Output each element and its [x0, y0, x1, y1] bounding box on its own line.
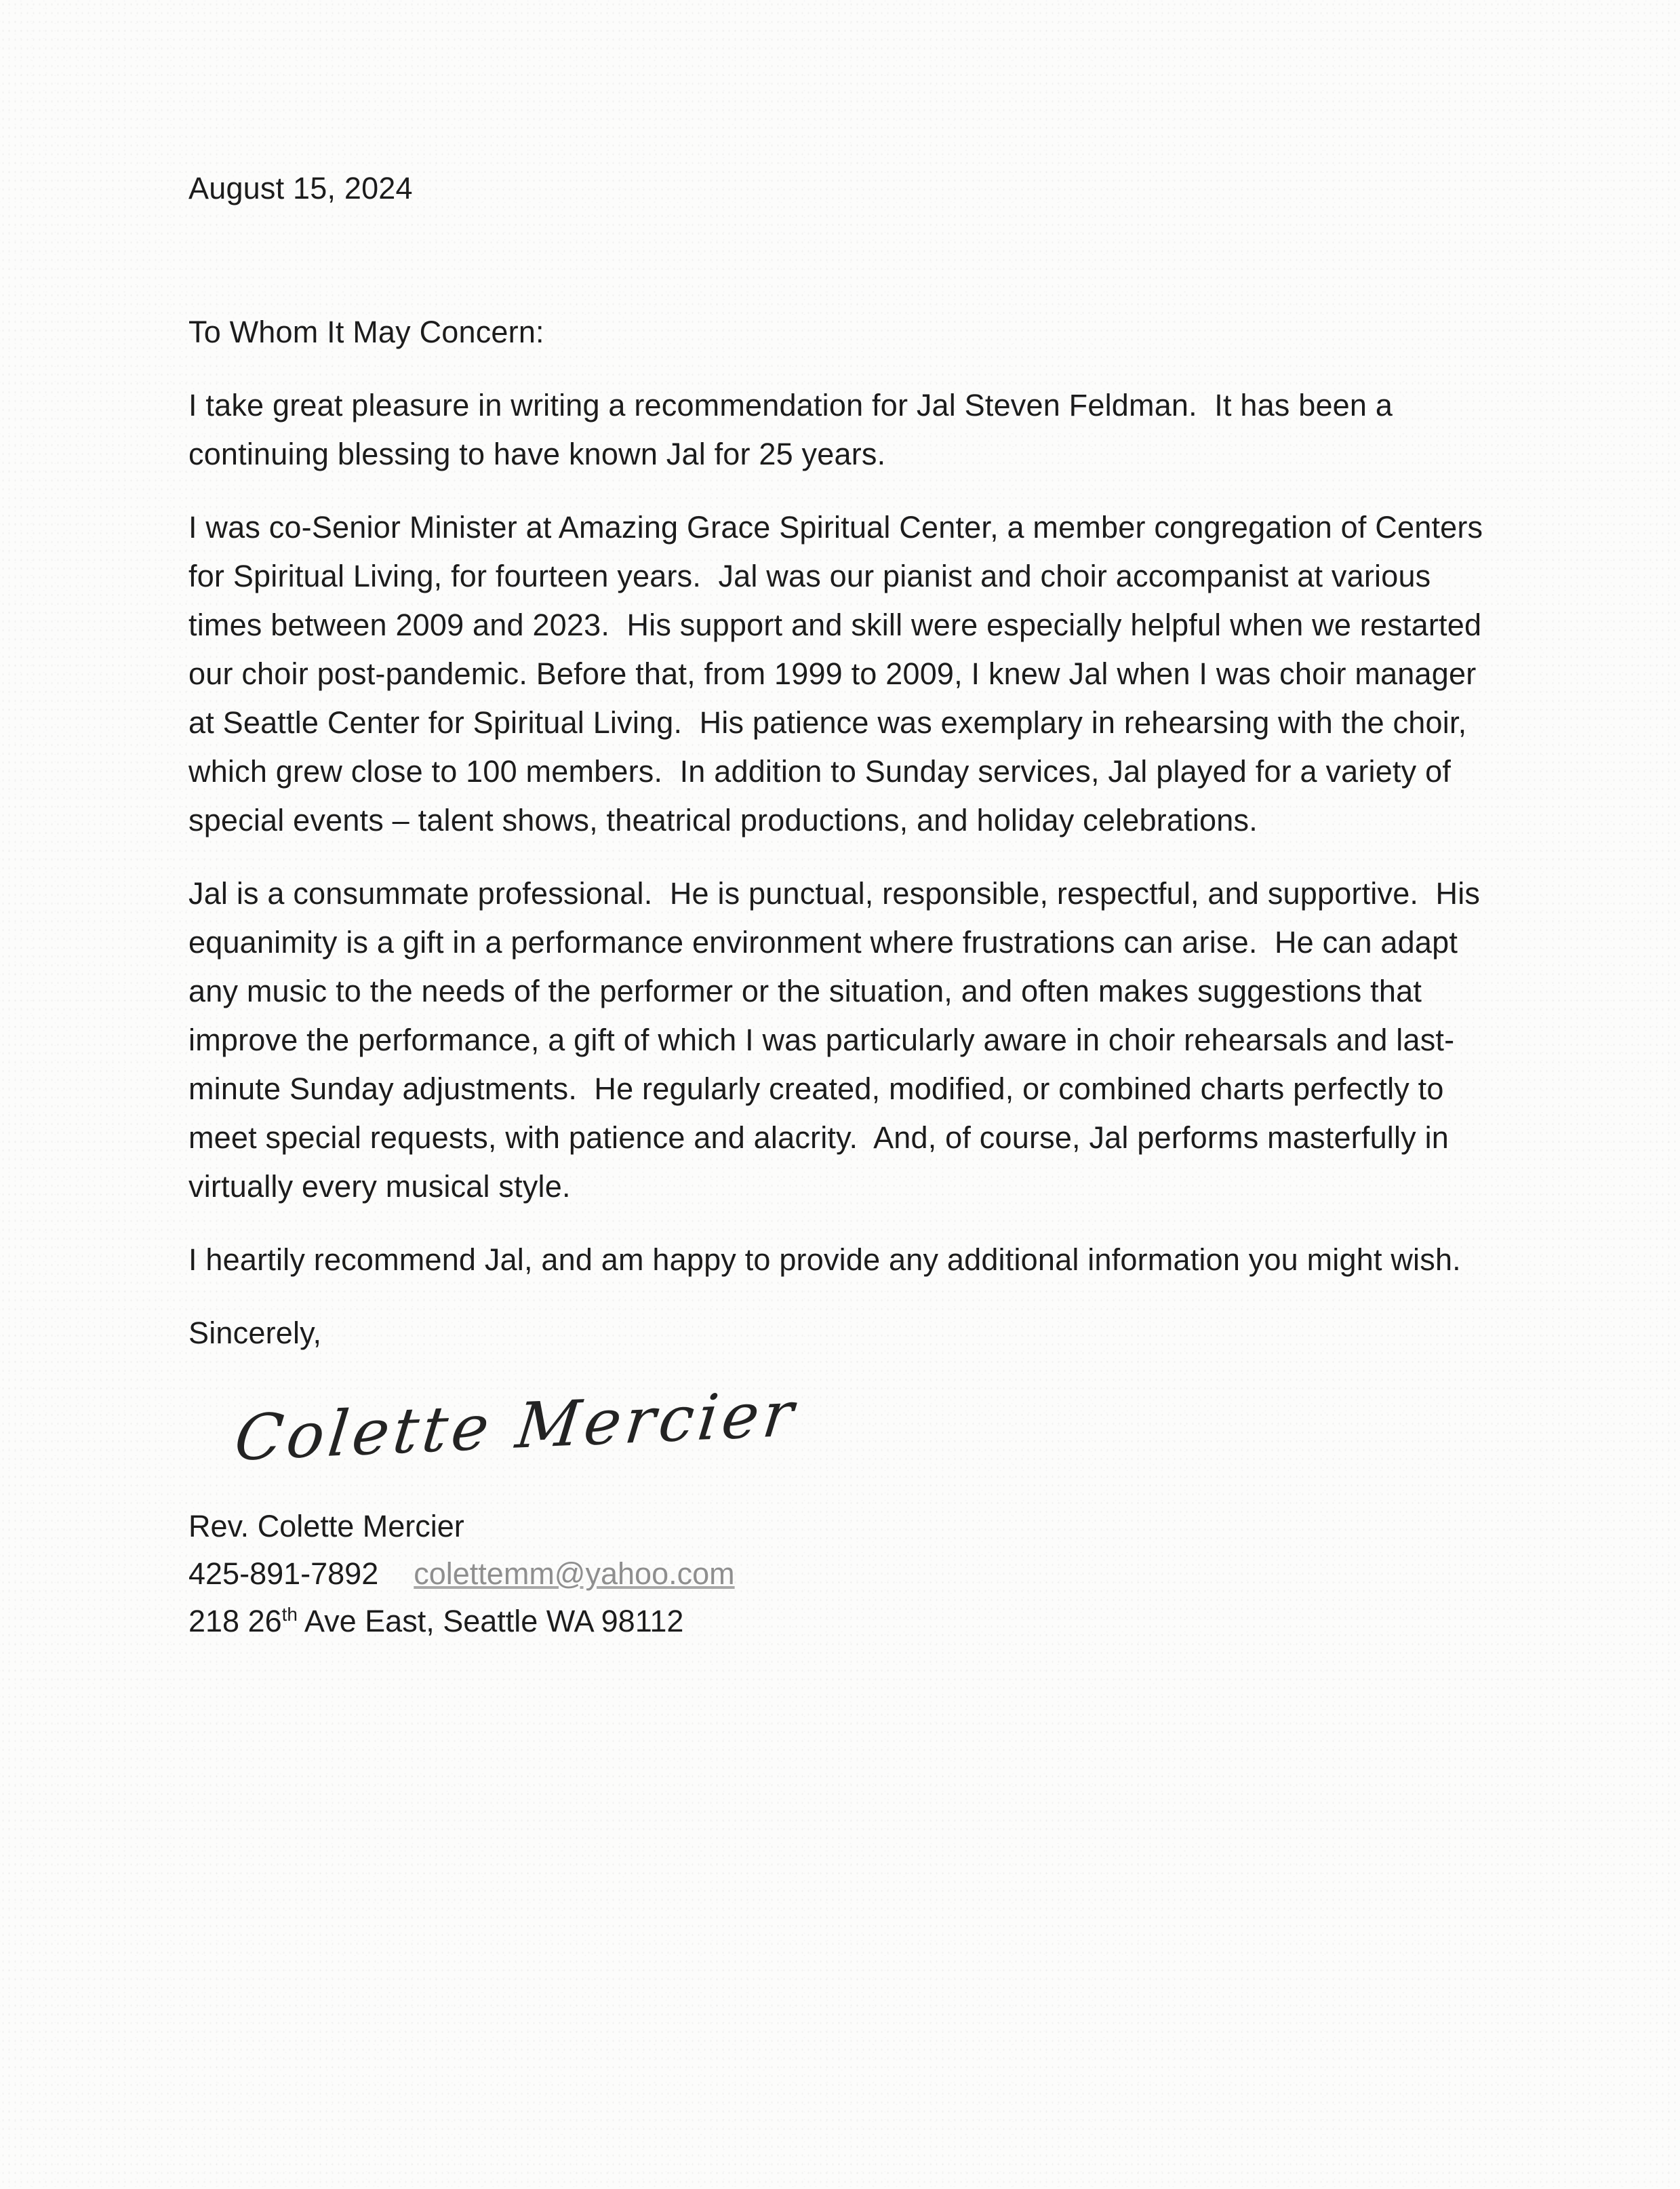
- sender-block: [188, 1503, 1511, 1645]
- sender-contact-line: [188, 1550, 1511, 1598]
- sender-address-rest: Ave East, Seattle WA 98112: [297, 1604, 684, 1638]
- letter-body: [188, 164, 1511, 1645]
- handwritten-signature: Colette Mercier: [231, 1377, 801, 1475]
- sender-email-link[interactable]: colettemm@yahoo.com: [414, 1556, 735, 1591]
- sender-address-street: 218 26: [188, 1604, 282, 1638]
- sender-phone: 425-891-7892: [188, 1556, 379, 1591]
- paragraph-history: I was co-Senior Minister at Amazing Grace Spiritual Center, a member congregation of Centers for Spiritual Living, for fourteen years. Jal was our pianist and choir accompanist at various times between 2009 and 2023. His support and skill were especially helpful when we restarted our choir post-pandemic. Before that, from 1999 to 2009, I knew Jal when I was choir manager at Seattle Center for Spiritual Living. His patience was exemplary in rehearsing with the choir, which grew close to 100 members. In addition to Sunday services, Jal played for a variety of special events – talent shows, theatrical productions, and holiday celebrations.: [188, 510, 1492, 837]
- letter-date: August 15, 2024: [188, 171, 413, 205]
- paragraph-qualities: Jal is a consummate professional. He is punctual, responsible, respectful, and supportive. His equanimity is a gift in a performance environment where frustrations can arise. He can adapt any music to the needs of the performer or the situation, and often makes suggestions that improve the performance, a gift of which I was particularly aware in choir rehearsals and last-minute Sunday adjustments. He regularly created, modified, or combined charts perfectly to meet special requests, with patience and alacrity. And, of course, Jal performs masterfully in virtually every musical style.: [188, 876, 1489, 1204]
- sender-address-ordinal: th: [281, 1604, 298, 1625]
- paragraph-introduction: I take great pleasure in writing a recommendation for Jal Steven Feldman. It has been a continuing blessing to have known Jal for 25 years.: [188, 388, 1401, 471]
- closing-salutation: Sincerely,: [188, 1316, 322, 1350]
- sender-name: Rev. Colette Mercier: [188, 1509, 464, 1543]
- salutation: To Whom It May Concern:: [188, 315, 544, 349]
- sender-address: [188, 1598, 1511, 1645]
- paragraph-recommendation: I heartily recommend Jal, and am happy to provide any additional information you might wish.: [188, 1242, 1461, 1277]
